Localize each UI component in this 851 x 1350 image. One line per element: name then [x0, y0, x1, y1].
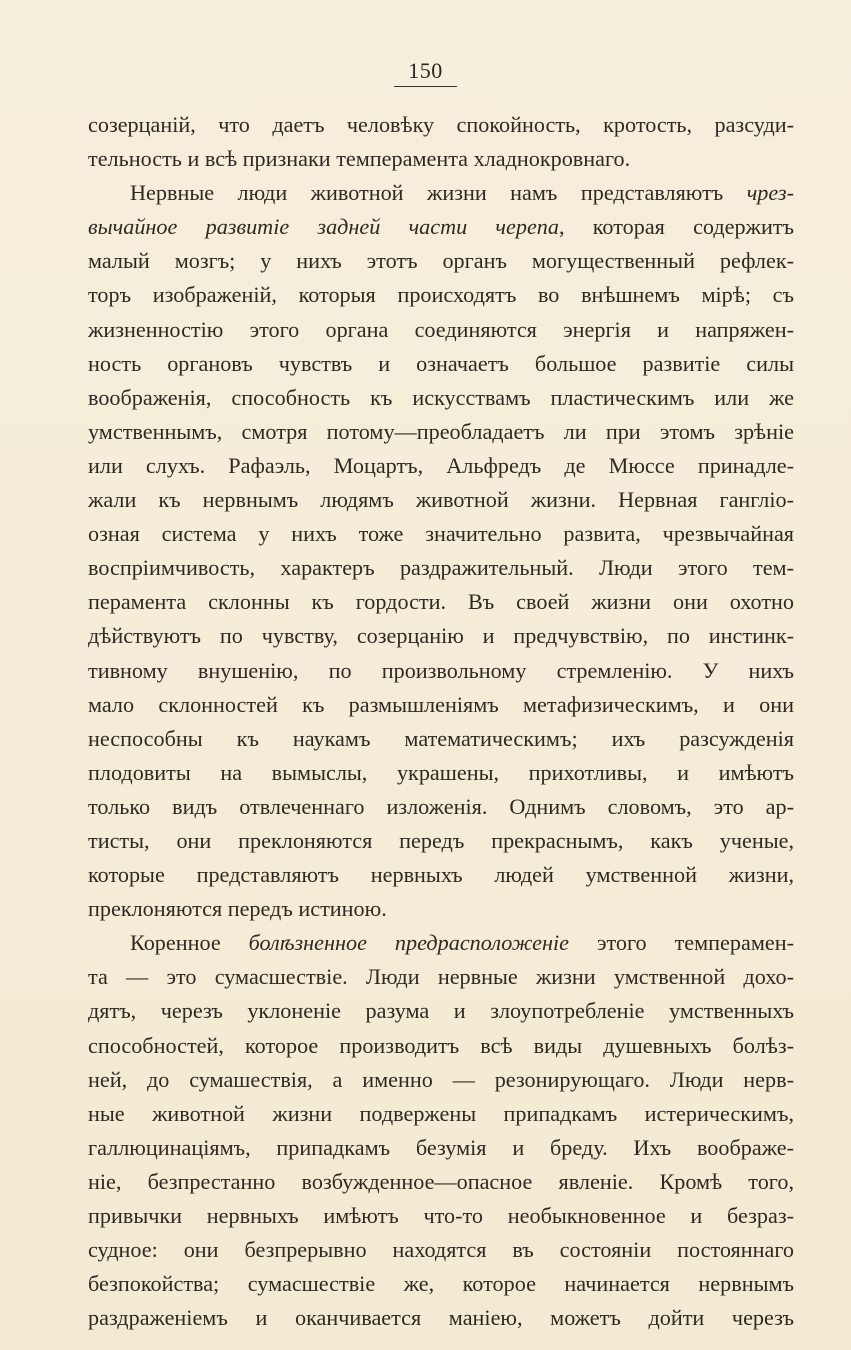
text-line	[88, 108, 794, 142]
page-header	[0, 58, 851, 87]
text-segment: привычки нервныхъ имѣютъ что-то необыкновенное и безраз-	[88, 1203, 794, 1228]
text-segment: перамента склонны къ гордости. Въ своей жизни они охотно	[88, 589, 794, 615]
text-line	[88, 551, 794, 585]
text-line	[88, 994, 794, 1028]
text-line	[88, 790, 794, 824]
text-segment: озная система у нихъ тоже значительно развита, чрезвычайная	[88, 521, 794, 547]
text-segment: галлюцинаціямъ, припадкамъ безумія и бреду. Ихъ воображе-	[88, 1134, 794, 1160]
text-line	[88, 824, 794, 858]
text-line	[88, 960, 794, 994]
text-segment: дятъ, черезъ уклоненіе разума и злоупотребленіе умственныхъ	[88, 998, 794, 1024]
text-line	[88, 858, 794, 892]
text-line	[88, 926, 794, 960]
text-segment: способностей, которое производитъ всѣ виды душевныхъ болѣз-	[88, 1032, 794, 1058]
text-line	[88, 176, 794, 210]
emphasized-text: чрез-	[746, 180, 794, 206]
text-line	[88, 449, 794, 483]
text-segment: торъ изображеній, которыя происходятъ во внѣшнемъ мірѣ; съ	[88, 282, 794, 308]
text-line	[88, 415, 794, 449]
text-segment: , которая содержитъ	[559, 214, 794, 240]
text-segment: ніе, безпрестанно возбужденное—опасное явленіе. Кромѣ того,	[88, 1168, 794, 1194]
text-line	[88, 142, 794, 176]
text-segment: созерцаній, что даетъ человѣку спокойность, кротость, разсуди-	[88, 112, 794, 137]
text-segment: которые представляютъ нервныхъ людей умственной жизни,	[88, 862, 794, 888]
text-segment: этого темперамен-	[569, 930, 794, 956]
text-segment: малый мозгъ; у нихъ этотъ органъ могущественный рефлек-	[88, 248, 794, 274]
text-line	[88, 347, 794, 381]
text-line	[88, 892, 794, 926]
text-line	[88, 483, 794, 517]
text-line	[88, 1063, 794, 1097]
text-line	[88, 1199, 794, 1233]
text-line	[88, 585, 794, 619]
text-segment: Нервные люди животной жизни намъ представляютъ	[130, 180, 747, 206]
text-segment: ные животной жизни подвержены припадкамъ истерическимъ,	[88, 1100, 794, 1126]
text-line	[88, 381, 794, 415]
text-line	[88, 688, 794, 722]
text-segment: жали къ нервнымъ людямъ животной жизни. Нервная гангліо-	[88, 487, 794, 513]
text-segment: тельность и всѣ признаки темперамента хладнокровнаго.	[88, 146, 631, 172]
text-segment: Коренное	[130, 930, 249, 956]
text-segment: судное: они безпрерывно находятся въ состояніи постояннаго	[88, 1237, 794, 1263]
text-segment: ней, до сумашествія, а именно — резонирующаго. Люди нерв-	[88, 1066, 794, 1092]
text-segment: умственнымъ, смотря потому—преобладаетъ ли при этомъ зрѣніе	[88, 418, 794, 444]
text-line	[88, 1267, 794, 1301]
emphasized-text: болѣзненное предрасположеніе	[248, 930, 570, 956]
text-line	[88, 619, 794, 653]
text-segment: воображенія, способность къ искусствамъ пластическимъ или же	[88, 384, 794, 410]
text-line	[88, 722, 794, 756]
text-line	[88, 1301, 794, 1335]
text-segment: жизненностію этого органа соединяются энергія и напряжен-	[88, 316, 794, 342]
text-segment: безпокойства; сумасшествіе же, которое начинается нервнымъ	[88, 1271, 794, 1297]
text-segment: тисты, они преклоняются передъ прекраснымъ, какъ ученые,	[88, 827, 794, 853]
text-line	[88, 654, 794, 688]
text-segment: преклоняются передъ истиною.	[88, 896, 387, 922]
emphasized-text: вычайное развитіе задней части черепа	[88, 214, 559, 240]
text-segment: дѣйствуютъ по чувству, созерцанію и предчувствію, по инстинк-	[88, 623, 794, 649]
text-line	[88, 1097, 794, 1131]
text-segment: или слухъ. Рафаэль, Моцартъ, Альфредъ де Мюссе принадле-	[88, 452, 794, 478]
text-line	[88, 244, 794, 278]
text-line	[88, 278, 794, 312]
text-line	[88, 313, 794, 347]
text-line	[88, 517, 794, 551]
text-segment: та — это сумасшествіе. Люди нервные жизни умственной дохо-	[88, 964, 794, 990]
text-line	[88, 1131, 794, 1165]
text-line	[88, 756, 794, 790]
text-segment: воспріимчивость, характеръ раздражительный. Люди этого тем-	[88, 555, 794, 581]
body-text	[88, 108, 794, 1335]
text-segment: плодовиты на вымыслы, украшены, прихотливы, и имѣютъ	[88, 759, 794, 785]
text-segment: ность органовъ чувствъ и означаетъ большое развитіе силы	[88, 350, 794, 376]
text-segment: мало склонностей къ размышленіямъ метафизическимъ, и они	[88, 691, 794, 717]
text-line	[88, 1165, 794, 1199]
text-segment: раздраженіемъ и оканчивается маніею, можетъ дойти черезъ	[88, 1305, 794, 1331]
text-segment: только видъ отвлеченнаго изложенія. Однимъ словомъ, это ар-	[88, 793, 794, 819]
text-line	[88, 1029, 794, 1063]
text-segment: тивному внушенію, по произвольному стремленію. У нихъ	[88, 657, 794, 683]
text-segment: неспособны къ наукамъ математическимъ; ихъ разсужденія	[88, 725, 794, 751]
text-line	[88, 210, 794, 244]
page-number: 150	[394, 58, 457, 87]
text-line	[88, 1233, 794, 1267]
